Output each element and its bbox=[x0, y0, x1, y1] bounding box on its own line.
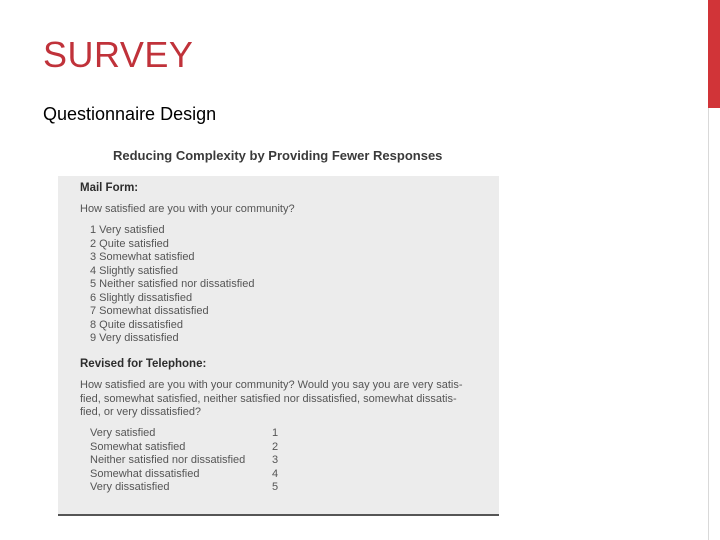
mail-option: 6 Slightly dissatisfied bbox=[90, 291, 193, 304]
telephone-question: How satisfied are you with your community? Would you say you are very satis-fied, somewhat satisfied, neither satisfied nor dissatisfied, somewhat dissatis-fied, or very dissatisfied? bbox=[80, 379, 463, 418]
telephone-option bbox=[90, 468, 290, 482]
mail-option: 2 Quite satisfied bbox=[90, 237, 169, 250]
telephone-option-code: 4 bbox=[272, 467, 279, 480]
mail-option: 7 Somewhat dissatisfied bbox=[90, 305, 209, 317]
mail-option: 8 Quite dissatisfied bbox=[90, 318, 183, 331]
telephone-option-label: Very satisfied bbox=[90, 427, 156, 439]
accent-bar bbox=[708, 0, 720, 108]
telephone-option-code: 2 bbox=[272, 440, 279, 453]
telephone-option bbox=[90, 441, 290, 455]
mail-option: 3 Somewhat satisfied bbox=[90, 251, 195, 263]
telephone-option-label: Somewhat satisfied bbox=[90, 440, 186, 453]
figure-panel bbox=[58, 176, 499, 516]
mail-option: 9 Very dissatisfied bbox=[90, 332, 179, 344]
mail-option: 1 Very satisfied bbox=[90, 224, 165, 236]
telephone-option-label: Very dissatisfied bbox=[90, 481, 170, 493]
telephone-option bbox=[90, 481, 290, 495]
telephone-options bbox=[90, 427, 290, 495]
figure-caption: Reducing Complexity by Providing Fewer Responses bbox=[113, 148, 443, 163]
slide-title: SURVEY bbox=[43, 34, 194, 75]
mail-option: 4 Slightly satisfied bbox=[90, 264, 179, 277]
telephone-option-label: Somewhat dissatisfied bbox=[90, 467, 200, 480]
telephone-heading: Revised for Telephone: bbox=[80, 358, 207, 370]
telephone-option-code: 1 bbox=[272, 427, 279, 439]
mail-form-heading: Mail Form: bbox=[80, 182, 139, 194]
mail-option: 5 Neither satisfied nor dissatisfied bbox=[90, 278, 255, 290]
mail-form-question: How satisfied are you with your community? bbox=[80, 203, 295, 215]
telephone-option-code: 5 bbox=[272, 481, 279, 493]
mail-form-options bbox=[90, 224, 254, 346]
telephone-option-code: 3 bbox=[272, 454, 279, 466]
telephone-option bbox=[90, 427, 290, 441]
telephone-option bbox=[90, 454, 290, 468]
telephone-option-label: Neither satisfied nor dissatisfied bbox=[90, 454, 246, 466]
slide-subtitle: Questionnaire Design bbox=[43, 104, 217, 124]
slide-edge-divider bbox=[708, 108, 709, 540]
